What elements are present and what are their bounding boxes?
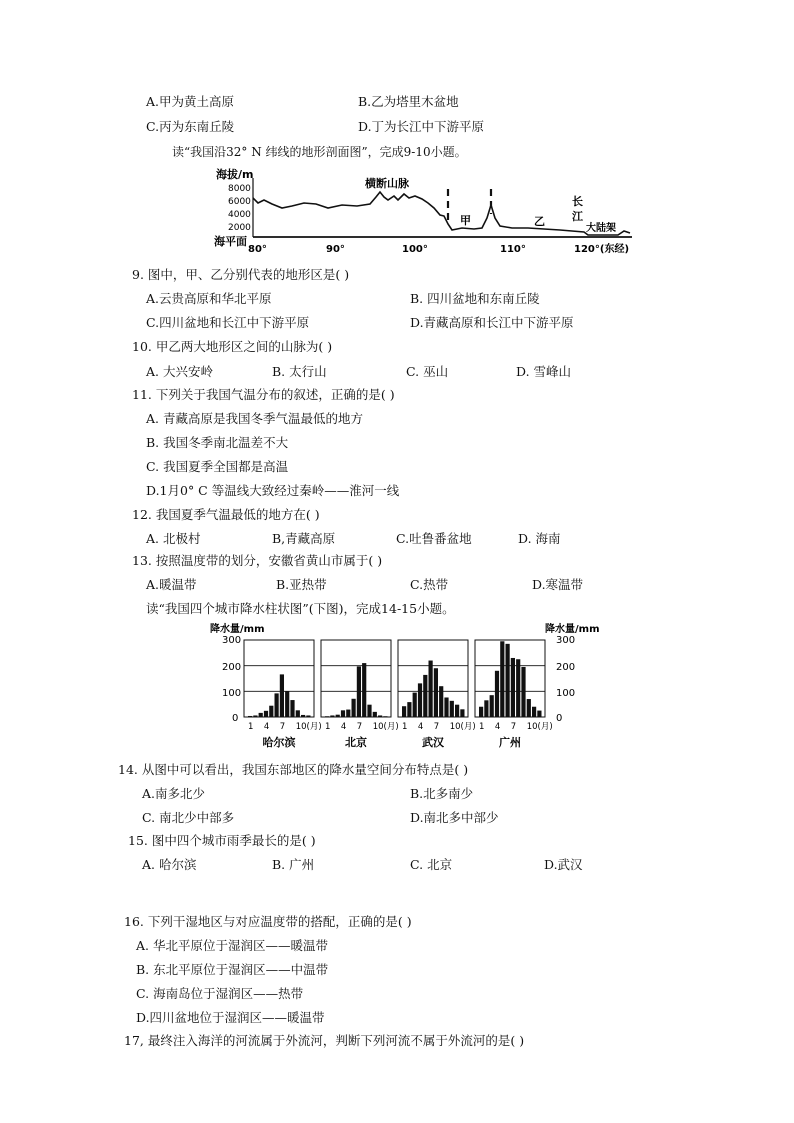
month-tick: 4 — [263, 722, 270, 732]
profile-y-tick: 2000 — [228, 223, 251, 233]
x-tick: 100° — [402, 244, 428, 255]
q17-stem: 17, 最终注入海洋的河流属于外流河，判断下列河流不属于外流河的是( ) — [124, 1033, 525, 1048]
month-tick: 10(月) — [295, 722, 322, 732]
precip-bar — [248, 716, 252, 717]
panel-frame — [244, 640, 314, 717]
label-yi: 乙 — [534, 215, 545, 228]
precip-bar — [341, 710, 345, 717]
month-tick: 1 — [248, 722, 254, 732]
label-jia: 甲 — [460, 214, 471, 227]
precip-bar — [444, 697, 448, 717]
option-d: D.丁为长江中下游平原 — [358, 119, 485, 134]
q14-option: C. 南北少中部多 — [142, 810, 235, 825]
precip-bar — [413, 693, 417, 717]
q12-option: B,青藏高原 — [272, 531, 336, 546]
y-tick-left: 300 — [222, 635, 242, 646]
profile-y-title: 海拔/m — [216, 168, 254, 181]
intro-precip: 读“我国四个城市降水柱状图”(下图)，完成14-15小题。 — [146, 601, 455, 616]
x-tick: 90° — [326, 244, 345, 255]
option-b: B.乙为塔里木盆地 — [358, 94, 459, 109]
city-label: 哈尔滨 — [262, 736, 296, 749]
q10-option: B. 太行山 — [272, 364, 327, 379]
q16-option: D.四川盆地位于湿润区——暖温带 — [136, 1010, 325, 1025]
precip-bar — [402, 706, 406, 717]
q14-stem: 14. 从图中可以看出，我国东部地区的降水量空间分布特点是( ) — [118, 762, 469, 777]
q13-option: B.亚热带 — [276, 577, 327, 592]
q10-stem: 10. 甲乙两大地形区之间的山脉为( ) — [132, 339, 333, 354]
q12-option: C.吐鲁番盆地 — [396, 531, 472, 546]
y-tick-left: 200 — [222, 662, 242, 673]
terrain-profile — [212, 164, 642, 262]
precip-bar — [495, 671, 499, 717]
option-a: A.甲为黄土高原 — [146, 94, 235, 109]
city-label: 武汉 — [422, 736, 444, 749]
precip-bar — [434, 668, 438, 717]
profile-y-tick: 6000 — [228, 197, 251, 207]
precip-bar — [527, 699, 531, 717]
x-tick: 110° — [500, 244, 526, 255]
precip-bar — [275, 693, 279, 717]
precip-bar — [290, 700, 294, 717]
q9-stem: 9. 图中，甲、乙分别代表的地形区是( ) — [132, 267, 350, 282]
q12-stem: 12. 我国夏季气温最低的地方在( ) — [132, 507, 320, 522]
month-tick: 7 — [356, 722, 363, 732]
precip-bar — [521, 667, 525, 717]
q11-stem: 11. 下列关于我国气温分布的叙述，正确的是( ) — [132, 387, 395, 402]
precip-bar — [537, 711, 541, 717]
precip-bar — [460, 709, 464, 717]
month-tick: 10(月) — [372, 722, 399, 732]
y-tick-right: 100 — [556, 688, 576, 699]
precip-bar — [357, 666, 361, 717]
month-tick: 10(月) — [526, 722, 553, 732]
precip-bar — [336, 715, 340, 717]
profile-y-tick: 4000 — [228, 210, 251, 220]
q9-option: B. 四川盆地和东南丘陵 — [410, 291, 540, 306]
q14-option: A.南多北少 — [142, 786, 206, 801]
precip-bar — [500, 641, 504, 717]
precip-bar — [362, 663, 366, 717]
x-tick: 120°(东经) — [574, 244, 630, 255]
month-tick: 1 — [479, 722, 485, 732]
precip-bar — [306, 715, 310, 717]
q12-option: D. 海南 — [518, 531, 561, 546]
precip-bar — [259, 713, 263, 717]
precip-bar — [330, 715, 334, 717]
month-tick: 7 — [510, 722, 517, 732]
precip-bar — [301, 715, 305, 717]
month-tick: 1 — [402, 722, 408, 732]
q11-option: D.1月0° C 等温线大致经过秦岭——淮河一线 — [146, 483, 400, 498]
q10-option: A. 大兴安岭 — [146, 364, 213, 379]
label-shelf: 大陆架 — [586, 223, 616, 234]
intro-profile: 读“我国沿32° N 纬线的地形剖面图”，完成9-10小题。 — [172, 145, 467, 159]
profile-y-tick: 8000 — [228, 184, 251, 194]
q16-option: C. 海南岛位于湿润区——热带 — [136, 986, 304, 1001]
label-chang: 长 — [572, 195, 583, 208]
label-sea-level: 海平面 — [214, 235, 247, 248]
precip-bar — [423, 675, 427, 717]
month-tick: 10(月) — [449, 722, 476, 732]
q10-option: C. 巫山 — [406, 364, 449, 379]
q9-option: D.青藏高原和长江中下游平原 — [410, 315, 574, 330]
precip-bar — [490, 695, 494, 717]
month-tick: 4 — [417, 722, 424, 732]
precip-bar — [264, 711, 268, 717]
precip-bar — [367, 705, 371, 717]
y-tick-right: 200 — [556, 662, 576, 673]
q13-option: D.寒温带 — [532, 577, 584, 592]
precip-bar — [450, 701, 454, 717]
precip-bar — [280, 674, 284, 717]
q14-option: D.南北多中部少 — [410, 810, 499, 825]
month-tick: 4 — [340, 722, 347, 732]
q16-stem: 16. 下列干湿地区与对应温度带的搭配，正确的是( ) — [124, 914, 412, 929]
precip-bar — [429, 661, 433, 717]
precip-bar — [516, 659, 520, 717]
y-tick-left: 0 — [232, 713, 239, 724]
q16-option: A. 华北平原位于湿润区——暖温带 — [136, 938, 328, 953]
precip-bar — [479, 707, 483, 717]
y-title-right: 降水量/mm — [545, 624, 600, 635]
x-tick: 80° — [248, 244, 267, 255]
precipitation-chart — [208, 620, 612, 754]
q16-option: B. 东北平原位于湿润区——中温带 — [136, 962, 329, 977]
precip-bar — [296, 710, 300, 717]
y-tick-left: 100 — [222, 688, 242, 699]
y-tick-right: 0 — [556, 713, 563, 724]
q13-option: A.暖温带 — [146, 577, 197, 592]
q15-stem: 15. 图中四个城市雨季最长的是( ) — [128, 833, 316, 848]
q11-option: C. 我国夏季全国都是高温 — [146, 459, 289, 474]
q10-option: D. 雪峰山 — [516, 364, 572, 379]
precip-bar — [378, 715, 382, 717]
precip-bar — [418, 683, 422, 717]
q13-stem: 13. 按照温度带的划分，安徽省黄山市属于( ) — [132, 553, 383, 568]
q9-option: C.四川盆地和长江中下游平原 — [146, 315, 310, 330]
month-tick: 1 — [325, 722, 331, 732]
precip-bar — [352, 699, 356, 717]
panel-frame — [321, 640, 391, 717]
q11-option: B. 我国冬季南北温差不大 — [146, 435, 289, 450]
y-tick-right: 300 — [556, 635, 576, 646]
precip-bar — [285, 691, 289, 717]
month-tick: 7 — [433, 722, 440, 732]
month-tick: 4 — [494, 722, 501, 732]
y-title-left: 降水量/mm — [210, 624, 265, 635]
q15-option: A. 哈尔滨 — [142, 857, 197, 872]
precip-bar — [484, 700, 488, 717]
precip-bar — [506, 644, 510, 717]
precip-bar — [407, 702, 411, 717]
q13-option: C.热带 — [410, 577, 449, 592]
q14-option: B.北多南少 — [410, 786, 474, 801]
precip-bar — [511, 658, 515, 717]
q15-option: C. 北京 — [410, 857, 453, 872]
precip-bar — [383, 716, 387, 717]
precip-bar — [253, 715, 257, 717]
precip-bar — [373, 712, 377, 717]
city-label: 北京 — [345, 736, 367, 749]
q9-option: A.云贵高原和华北平原 — [146, 291, 272, 306]
month-tick: 7 — [279, 722, 286, 732]
q12-option: A. 北极村 — [146, 531, 201, 546]
precip-bar — [455, 705, 459, 717]
option-c: C.丙为东南丘陵 — [146, 119, 235, 134]
precip-bar — [325, 716, 329, 717]
label-jiang: 江 — [572, 210, 583, 223]
precip-bar — [269, 706, 273, 717]
label-hengduan: 横断山脉 — [365, 177, 409, 190]
q11-option: A. 青藏高原是我国冬季气温最低的地方 — [146, 411, 363, 426]
q15-option: D.武汉 — [544, 857, 583, 872]
precip-bar — [439, 686, 443, 717]
precip-bar — [346, 710, 350, 717]
city-label: 广州 — [499, 736, 521, 749]
precip-bar — [532, 707, 536, 717]
q15-option: B. 广州 — [272, 857, 315, 872]
